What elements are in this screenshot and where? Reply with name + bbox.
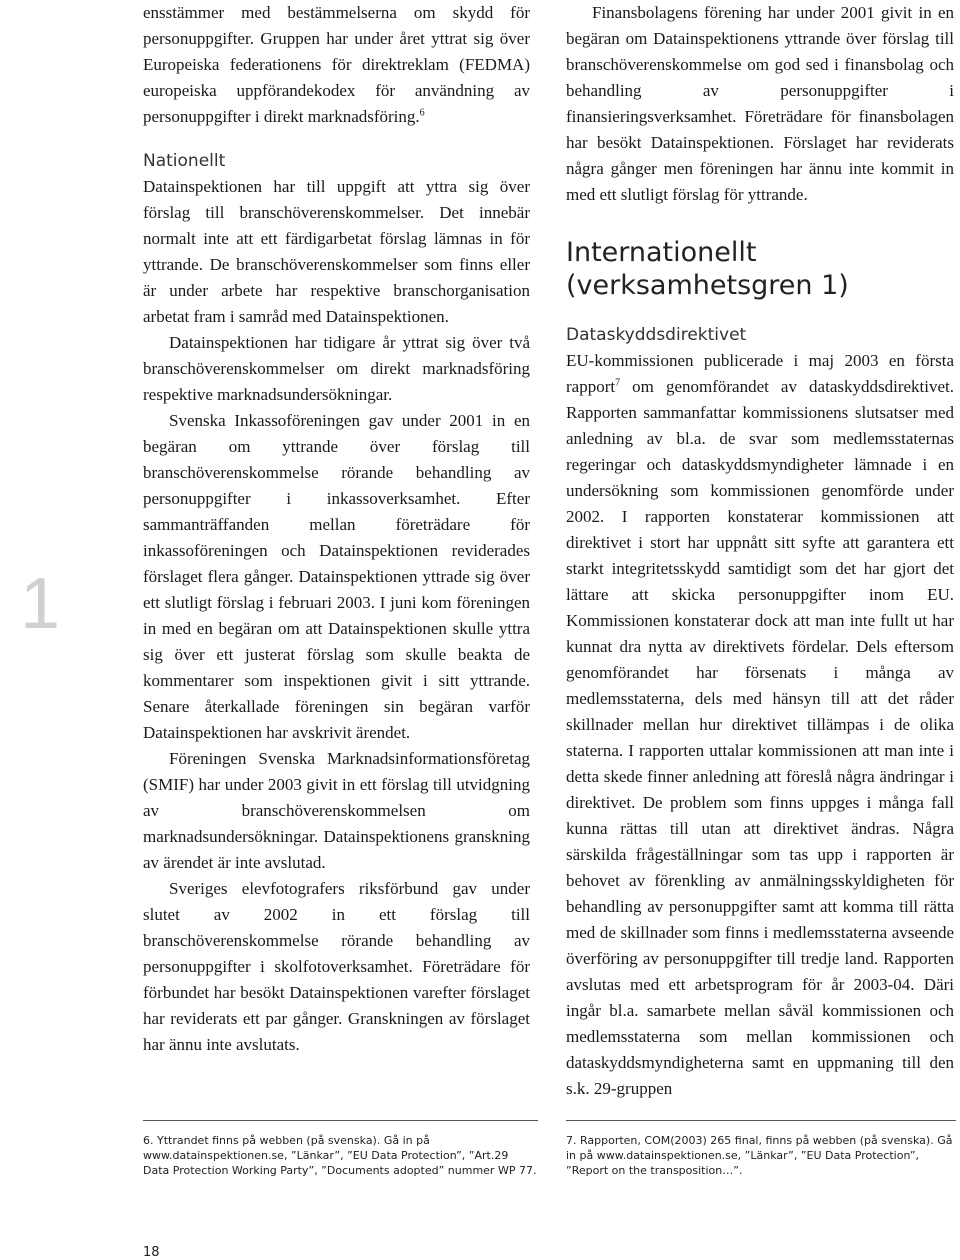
footnote-divider (143, 1120, 538, 1121)
paragraph (566, 348, 954, 1102)
right-column (566, 0, 954, 1102)
footnote-7: 7. Rapporten, COM(2003) 265 final, finns på webben (på svenska). Gå in på www.datainspektionen.se, ”Länkar”, ”EU Data Protection”, ”Report on the transposition…”. (566, 1134, 953, 1177)
heading-dataskyddsdirektivet: Dataskyddsdirektivet (566, 325, 747, 345)
paragraph: Sveriges elevfotografers riksförbund gav under slutet av 2002 in ett förslag till branschöverenskommelse rörande behandling av personuppgifter i skolfotoverksamhet. Företrädare för förbundet har besökt Datainspektionen varefter förslaget har reviderats ett par gånger. Granskningen av förslaget har ännu inte avslutats. (143, 879, 530, 1054)
heading-nationellt: Nationellt (143, 151, 226, 171)
chapter-number: 1 (20, 564, 61, 644)
page-number: 18 (143, 1245, 160, 1260)
paragraph: Svenska Inkassoföreningen gav under 2001 in en begäran om yttrande över förslag till branschöverenskommelse rörande behandling av personuppgifter i inkassoverksamhet. Efter sammanträffanden mellan företrädare för inkassoföreningen och Datainspektionen reviderades förslaget flera gånger. Datainspektionen yttrade sig över ett slutligt förslag i februari 2003. I juni kom föreningen in med en begäran om att Datainspektionen skulle yttra sig över ett justerat förslag som skulle beakta de kommentarer som inspektionen givit i sitt yttrande. Senare återkallade föreningen sin begäran varför Datainspektionen har avskrivit ärendet. (143, 411, 530, 742)
paragraph-text: EU-kommissionen publicerade i maj 2003 en första rapport (566, 351, 954, 396)
paragraph: Datainspektionen har till uppgift att yttra sig över förslag till branschöverenskommelser. Det innebär normalt inte att ett färdigarbetat förslag lämnas in för yttrande. De branschöverenskommelser som finns eller är under arbete har respektive branschorganisation arbetat fram i samråd med Datainspektionen. (143, 177, 530, 326)
paragraph-text: ensstämmer med bestämmelserna om skydd för personuppgifter. Gruppen har under året yttrat sig över Europeiska federationens för direktreklam (FEDMA) europeiska uppförandekodex för användning av personuppgifter i direkt marknadsföring. (143, 3, 530, 126)
paragraph: Finansbolagens förening har under 2001 givit in en begäran om Datainspektionens yttrande över förslag till branschöverenskommelse om god sed i finansbolag och behandling av personuppgifter i finansieringsverksamhet. Företrädare för finansbolagen har besökt Datainspektionen. Förslaget har reviderats några gånger men föreningen har ännu inte kommit in med ett slutligt förslag för yttrande. (566, 3, 954, 204)
footnote-divider (566, 1120, 956, 1121)
paragraph: Föreningen Svenska Marknadsinformationsföretag (SMIF) har under 2003 givit in ett förslag till utvidgning av branschöverenskommelsen om marknadsundersökningar. Datainspektionens granskning av ärendet är inte avslutad. (143, 749, 530, 872)
paragraph-text: om genomförandet av dataskyddsdirektivet. Rapporten sammanfattar kommissionens slutsatser med anledning av bl.a. de svar som medlemsstaternas regeringar och dataskyddsmyndigheter lämnade i en undersökning som kommissionen genomförde under 2002. I rapporten konstaterar kommissionen att direktivet i stort har uppnått sitt syfte att garantera ett starkt integritetsskydd samtidigt som det har gjort det lättare att skicka personuppgifter inom EU. Kommissionen konstaterar dock att man inte fullt ut har kunnat dra nytta av direktivets fördelar. Dels eftersom genomförandet har försenats i många av medlemsstaterna, dels med hänsyn till att det råder skillnader mellan hur direktivet tillämpas i de olika staterna. I rapporten uttalar kommissionen att man inte i detta skede finner anledning att föreslå några ändringar i direktivet. De problem som finns uppges i många fall kunna rättas till utan att direktivet ändras. Några särskilda frågeställningar som tas upp i rapporten är behovet av förenkling av anmälningsskyldigheten för behandling av personuppgifter samt att komma till rätta med de skillnader som finns i medlemsstaterna avseende överföring av personuppgifter till tredje land. Rapporten avslutas med ett arbetsprogram för år 2003-04. Däri ingår bl.a. samarbete mellan såväl kommissionen och medlemsstaterna som mellan kommissionen och dataskyddsmyndigheterna samt en uppmaning till den s.k. 29-gruppen (566, 377, 954, 1098)
footnote-ref-7[interactable]: 7 (615, 377, 621, 389)
paragraph: Datainspektionen har tidigare år yttrat sig över två branschöverenskommelser om direkt marknadsföring respektive marknadsundersökningar. (143, 333, 530, 404)
footnote-6: 6. Yttrandet finns på webben (på svenska). Gå in på www.datainspektionen.se, ”Länkar”, ”EU Data Protection”, ”Art.29 Data Protection Working Party”, ”Documents adopted” nummer WP 77. (143, 1134, 537, 1177)
heading-internationellt: Internationellt (verksamhetsgren 1) (566, 237, 849, 301)
left-column (143, 0, 530, 1058)
paragraph (143, 0, 530, 130)
footnote-ref-6[interactable]: 6 (419, 107, 425, 119)
